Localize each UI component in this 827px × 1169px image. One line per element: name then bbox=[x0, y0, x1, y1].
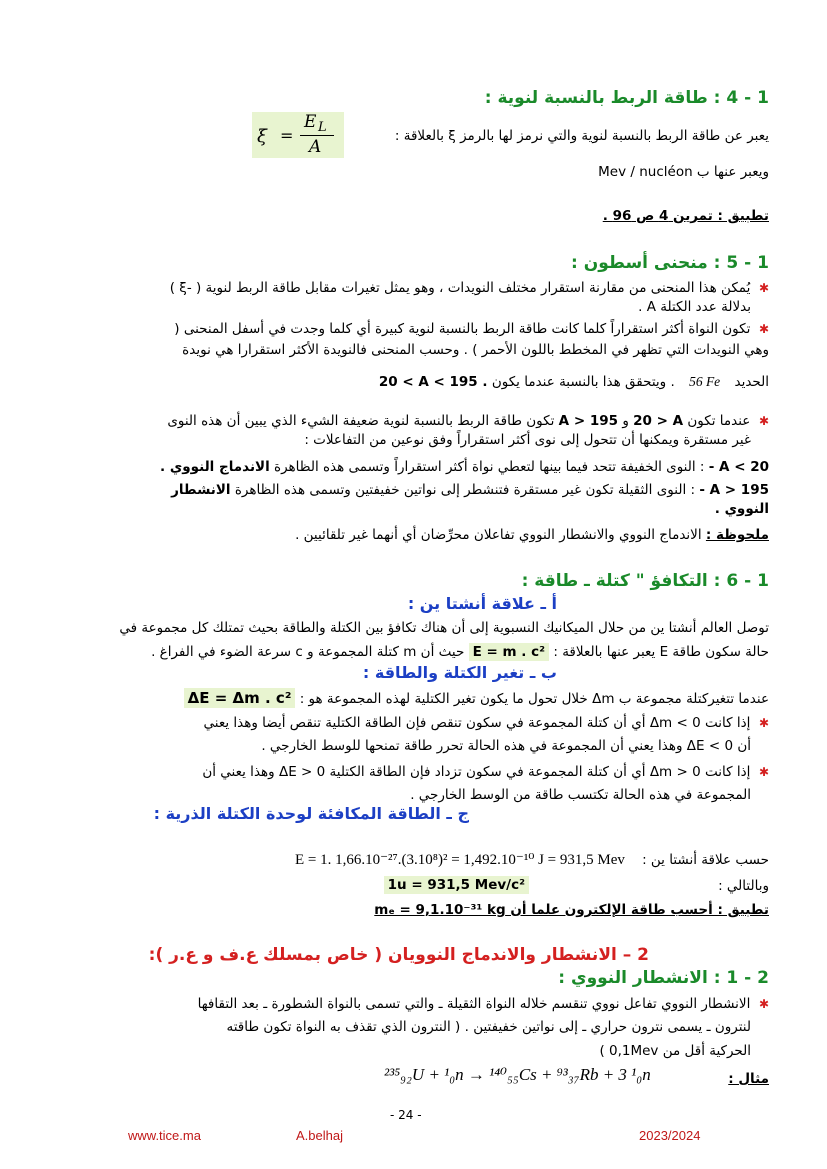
reaction-fission-cont: النووي . bbox=[714, 501, 769, 517]
dm-neg-line-2: أن ΔE < 0 وهذا يعني أن المجموعة في هذه الحالة تحرر طاقة تمنحها للوسط الخارجي . bbox=[261, 738, 751, 754]
fission-line-1: ✱ الانشطار النووي تفاعل نووي تنقسم خلاله النواة الثقيلة ـ والتي تسمى بالنواة الشطورة ـ بعد التقافها bbox=[197, 996, 769, 1012]
reaction-fission: - A > 195 : النوى الثقيلة تكون غير مستقرة فتنشطر إلى نواتين خفيفتين وتسمى هذه الظاهرة الانشطار bbox=[171, 482, 769, 498]
unit-line: ويعبر عنها ب Mev / nucléon bbox=[598, 164, 769, 180]
delta-e-box: ΔE = Δm . c² bbox=[184, 688, 296, 708]
bullet-star-icon: ✱ bbox=[758, 414, 769, 428]
einstein-line-1: توصل العالم أنشتا ين من حلال الميكانيك النسبوية إلى أن هناك تكافؤ بين الكتلة والطاقة بحيث تمتلك كل مجموعة في bbox=[119, 620, 769, 636]
bullet-star-icon: ✱ bbox=[758, 322, 769, 336]
application-1: تطبيق : تمرين 4 ص 96 . bbox=[602, 208, 769, 224]
dm-neg-line-1: ✱ إذا كانت Δm < 0 أي أن كتلة المجموعة في سكون تنقص فإن الطاقة الكتلية تنقص أيضا وهذا يعني bbox=[203, 715, 769, 731]
einstein-title: أ ـ علاقة أنشتا ين : bbox=[407, 594, 557, 613]
bullet-star-icon: ✱ bbox=[758, 765, 769, 779]
bullet-star-icon: ✱ bbox=[758, 997, 769, 1011]
reaction-fusion: - A < 20 : النوى الخفيفة تتحد فيما بينها لتعطي نواة أكثر استقراراً وتسمى هذه الظاهرة الاندماج النووي . bbox=[160, 459, 769, 475]
einstein-calc: حسب علاقة أنشتا ين : E = 1. 1,66.10⁻²⁷.(3.10⁸)² = 1,492.10⁻¹⁰ J = 931,5 Mev bbox=[294, 852, 769, 868]
einstein-line-2: حالة سكون طاقة E يعبر عنها بالعلاقة : E = m . c² حيث أن m كتلة المجموعة و c سرعة الضوء في الفراغ . bbox=[151, 644, 769, 660]
fraction-bar bbox=[300, 135, 334, 136]
mass-energy-line: عندما تتغيركتلة مجموعة ب Δm خلال تحول ما يكون تغير الكتلية لهذه المجموعة هو : ΔE = Δm . c² bbox=[184, 689, 769, 708]
bullet-1-line-2: بدلالة عدد الكتلة A . bbox=[638, 299, 751, 315]
formula-numerator: E bbox=[304, 112, 317, 132]
formula-denominator: A bbox=[309, 137, 322, 157]
fission-line-2: لنترون ـ يسمى نترون حراري ـ إلى نواتين خفيفتين . ( النترون الذي تقذف به النواة تكون طاقته bbox=[226, 1019, 751, 1035]
section-1-5-title: 1 - 5 : منحنى أسطون : bbox=[571, 253, 769, 273]
fission-line-3: الحركية أقل من 0,1Mev ) bbox=[599, 1043, 751, 1059]
section-2-1-title: 2 - 1 : الانشطار النووي : bbox=[558, 968, 769, 988]
amu-box: 1u = 931,5 Mev/c² bbox=[384, 876, 529, 894]
bullet-3-line-2: غير مستقرة ويمكنها أن تتحول إلى نوى أكثر استقراراً وفق نوعين من التفاعلات : bbox=[304, 432, 751, 448]
footer-site: www.tice.ma bbox=[128, 1128, 201, 1143]
application-2: تطبيق : أحسب طاقة الإلكترون علما أن mₑ = 9,1.10⁻³¹ kg bbox=[374, 902, 769, 918]
dm-pos-line-1: ✱ إذا كانت Δm > 0 أي أن كتلة المجموعة في سكون تزداد فإن الطاقة الكتلية ΔE > 0 وهذا يعني أن bbox=[202, 764, 769, 780]
bullet-2-line-3: الحديد 56 Fe . ويتحقق هذا بالنسبة عندما يكون 20 < A < 195 . bbox=[378, 374, 769, 390]
bullet-star-icon: ✱ bbox=[758, 281, 769, 295]
fission-equation: ²³⁵₉₂U + ¹₀n → ¹⁴⁰₅₅Cs + ⁹³₃₇Rb + 3 ¹₀n bbox=[384, 1065, 651, 1084]
binding-energy-formula bbox=[252, 112, 344, 158]
bullet-star-icon: ✱ bbox=[758, 716, 769, 730]
formula-xi: ξ bbox=[257, 126, 267, 147]
mass-energy-title: ب ـ تغير الكتلة والطاقة : bbox=[362, 663, 557, 682]
section-1-4-title: 1 - 4 : طاقة الربط بالنسبة لنوية : bbox=[484, 88, 769, 108]
binding-energy-intro: يعبر عن طاقة الربط بالنسبة لنوية والتي نرمز لها بالرمز ξ بالعلاقة : bbox=[394, 128, 769, 144]
footer-author: A.belhaj bbox=[296, 1128, 343, 1143]
footer-year: 2023/2024 bbox=[639, 1128, 701, 1143]
iron-nuclide: 56 Fe bbox=[689, 374, 721, 389]
section-1-6-title: 1 - 6 : التكافؤ " كتلة ـ طاقة : bbox=[521, 571, 769, 591]
dm-pos-line-2: المجموعة في هذه الحالة تكتسب طاقة من الوسط الخارجي . bbox=[410, 787, 751, 803]
bullet-2-line-2: وهي النويدات التي تظهر في المخطط باللون الأحمر ) . وحسب المنحنى فالنويدة الأكثر استقرارا هي نويدة bbox=[182, 342, 769, 358]
section-2-title: 2 – الانشطار والاندماج النوويان ( خاص بمسلك ع.ف و ع.ر ): bbox=[148, 945, 649, 965]
bullet-2-line-1: ✱ تكون النواة أكثر استقراراً كلما كانت طاقة الربط بالنسبة لنوية كبيرة أي كلما وجدت في أسفل المنحنى ( bbox=[174, 321, 769, 337]
note-label: ملحوظة : bbox=[705, 527, 769, 543]
therefore: وبالتالي : bbox=[718, 878, 769, 894]
einstein-box: E = m . c² bbox=[469, 643, 549, 661]
amu-energy-title: ج ـ الطاقة المكافئة لوحدة الكتلة الذرية : bbox=[153, 804, 469, 823]
bullet-1-line-1: ✱ يُمكن هذا المنحنى من مقارنة استقرار مختلف النويدات ، وهو يمثل تغيرات مقابل طاقة الربط لنوية ( -ξ ) bbox=[169, 280, 769, 296]
example-label: مثال : bbox=[728, 1071, 769, 1087]
bullet-3-line-1: ✱ عندما تكون 20 > A و A > 195 تكون طاقة الربط بالنسبة لنوية ضعيفة الشيء الذي يبين أن هذه النوى bbox=[167, 413, 769, 429]
formula-numerator-sub: L bbox=[318, 120, 327, 135]
page-number: - 24 - bbox=[390, 1108, 422, 1122]
formula-equals: = bbox=[280, 126, 294, 145]
note: ملحوظة : الاندماج النووي والانشطار النووي تفاعلان محرِّضان أي أنهما غير تلقائيين . bbox=[295, 527, 769, 543]
calc-equation: E = 1. 1,66.10⁻²⁷.(3.10⁸)² = 1,492.10⁻¹⁰ J = 931,5 Mev bbox=[294, 852, 625, 868]
